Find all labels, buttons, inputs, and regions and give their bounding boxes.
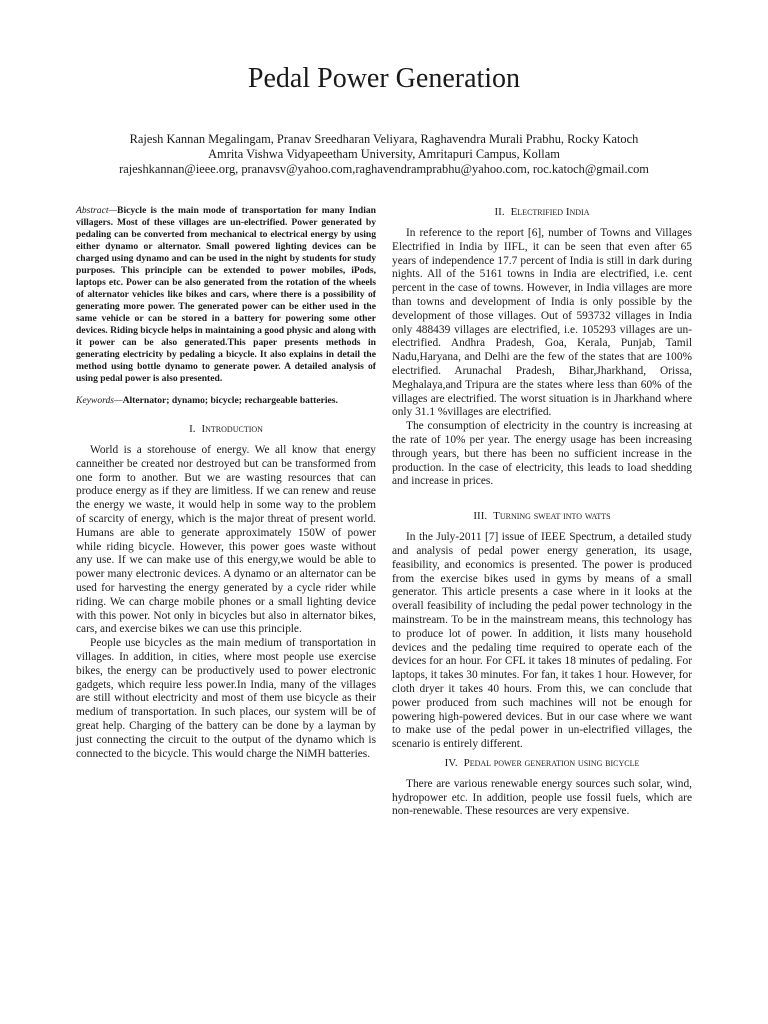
keywords-label: Keywords—: [76, 395, 123, 406]
section-spacer: [392, 489, 692, 509]
paper-title: Pedal Power Generation: [247, 63, 521, 94]
author-block: [0, 132, 768, 177]
abstract-text: Bicycle is the main mode of transportation for many Indian villagers. Most of these villages are un-electrified. Power generated by pedaling can be converted from mechanical to electrical energy by using either dynamo or alternator. Small powered lighting devices can be charged using dynamo and can be used in the night by students for study purposes. This principle can be extended to power mobiles, iPods, laptops etc. Power can be also generated from the rotation of the wheels of alternator vehicles like bikes and cars, where there is a possibility of generating more power. The generated power can be either used in the same vehicle or can be stored in a battery for powering some other devices. Riding bicycle helps in maintaining a good physic and along with it power can be also generated.This paper presents methods in generating electricity by pedaling a bicycle. It also explains in detail the method using bottle dynamo to generate power. A detailed analysis of using pedal power is also presented.: [76, 205, 376, 384]
left-column: [76, 205, 376, 761]
section-number: IV.: [444, 756, 458, 769]
section-number: II.: [494, 206, 505, 218]
abstract-label: Abstract—: [76, 205, 118, 216]
section-title: Introduction: [201, 423, 263, 435]
section-heading-turning-sweat: [392, 509, 692, 523]
keywords-text: Alternator; dynamo; bicycle; rechargeable batteries.: [122, 395, 338, 406]
section-title: Turning sweat into watts: [493, 510, 611, 523]
body-paragraph: In reference to the report [6], number of Towns and Villages Electrified in India by IIFL, it can be seen that even after 65 years of independence 17.7 percent of India is still in dark during nights. All of the 5161 towns in India are electrified, i.e. cent percent in the case of towns. However, in India villages are more than towns and development of India is only possible by the development of those villages. Out of 593732 villages in India only 488439 villages are electrified, i.e. 105293 villages are un-electrified. Andhra Pradesh, Goa, Kerala, Punjab, Tamil Nadu,Haryana, and Delhi are the few of the states that are 100% electrified. Arunachal Pradesh, Bihar,Jharkhand, Orissa, Meghalaya,and Tripura are the states where less than 60% of the villages are electrified. The worst situation is in Jharkhand where only 31.1 %villages are electrified.: [392, 227, 692, 419]
body-paragraph: In the July-2011 [7] issue of IEEE Spectrum, a detailed study and analysis of pedal power energy generation, its usage, feasibility, and economics is presented. The power is produced from the exercise bikes used in gyms by means of a small generator. This article presents a case where in it looks at the overall feasibility of including the pedal power technology in the mainstream. To be in the mainstream means, this technology has to produce lot of power. In addition, it lists many household devices and the pedaling time required to operate each of the devices for an hour. For CFL it takes 18 minutes of pedaling. For laptops, it takes 30 minutes. For fan, it takes 1 hour. However, for cloth dryer it takes 40 hours. From this, we can conclude that power produced from such machines will not be enough for powering high-powered devices. But in our case where we want to make use of the pedal power in un-electrified villages, the scenario is entirely different.: [392, 531, 692, 751]
body-paragraph: There are various renewable energy sources such solar, wind, hydropower etc. In addition, people use fossil fuels, which are non-renewable. These resources are very expensive.: [392, 777, 692, 818]
section-number: III.: [473, 510, 488, 523]
section-heading-pedal-power: [392, 756, 692, 770]
section-heading-introduction: [76, 422, 376, 436]
right-column: [392, 205, 692, 819]
affiliation-line: Amrita Vishwa Vidyapeetham University, Amritapuri Campus, Kollam: [208, 147, 560, 161]
body-paragraph: The consumption of electricity in the country is increasing at the rate of 10% per year. The energy usage has been increasing through years, but there has been no sufficient increase in the production. In the case of electricity, this leads to load shedding and increase in prices.: [392, 420, 692, 488]
section-number: I.: [189, 423, 196, 435]
authors-line: Rajesh Kannan Megalingam, Pranav Sreedharan Veliyara, Raghavendra Murali Prabhu, Rocky Katoch: [129, 132, 639, 146]
section-heading-electrified-india: [392, 205, 692, 219]
keywords: [76, 395, 376, 407]
abstract: [76, 205, 376, 385]
section-title: Electrified India: [510, 206, 590, 218]
emails-line: rajeshkannan@ieee.org, pranavsv@yahoo.com,raghavendramprabhu@yahoo.com, roc.katoch@gmail.com: [119, 162, 649, 176]
body-paragraph: World is a storehouse of energy. We all know that energy canneither be created nor destroyed but can be transformed from one form to another. But we are wasting resources that can produce energy as if they are limitless. If we can renew and reuse the energy we waste, it would help in some way to the problem of scarcity of energy, which is the major threat of present world. Humans are able to generate approximately 150W of power while riding bicycle. However, this power goes waste without any use. If we can make use of this energy,we would be able to power many electronic devices. A dynamo or an alternator can be used for harvesting the energy generated by a cycle rider while riding. We can charge mobile phones or a small lighting device with this power. Not only in bicycles but also in alternator bikes, cars, and exercise bikes we can use this principle.: [76, 444, 376, 636]
body-paragraph: People use bicycles as the main medium of transportation in villages. In addition, in cities, where most people use exercise bikes, the energy can be productively used to power electronic gadgets, which require less power.In India, many of the villages are still without electricity and most of them use bicycle as their medium of transportation. In such places, our system will be of great help. Charging of the battery can be done by a layman by just connecting the circuit to the output of the dynamo which is connected to the bicycle. This would charge the NiMH batteries.: [76, 637, 376, 760]
section-title: Pedal power generation using bicycle: [463, 756, 640, 769]
